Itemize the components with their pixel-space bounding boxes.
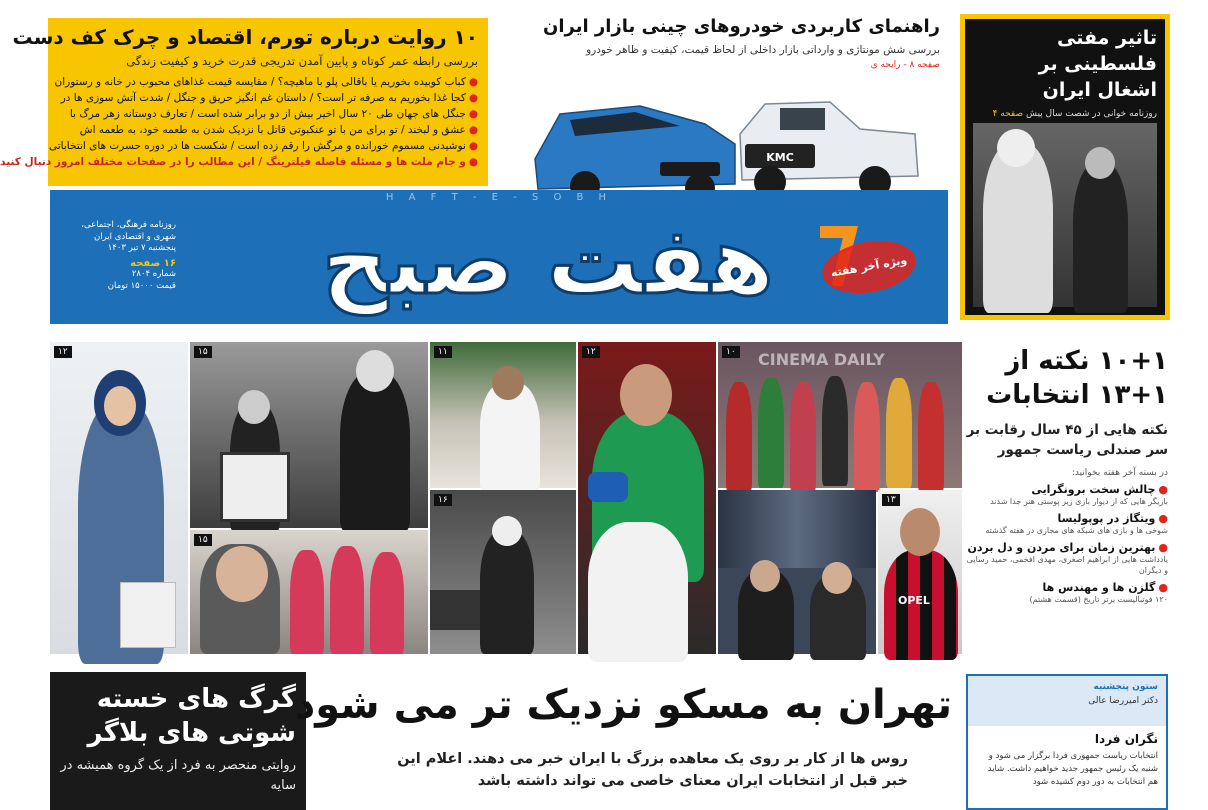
column-title: نگران فردا (1094, 732, 1158, 746)
photo-street-crowd (430, 490, 576, 654)
yellow-box-line-text: نوشیدنی مسموم خورانده و مرگش را رقم زده است / شکست ها در دوره حسرت های انتخاباتی (49, 140, 466, 152)
yellow-box-line (56, 74, 478, 90)
elections-item-head (966, 483, 1168, 496)
photo-number: ۱۶ (434, 494, 452, 506)
bullet-icon: ● (468, 92, 478, 104)
main-headline: تهران به مسکو نزدیک تر می شود (294, 682, 952, 728)
photo-pilgrim-crowd (430, 342, 576, 488)
chinese-cars-box (516, 14, 940, 188)
elections-item-body: شوخی ها و بازی های شبکه های مجازی در هفته گذشته (985, 526, 1168, 535)
yellow-box-line (56, 90, 478, 106)
weekend-badge-text: ویژه آخر هفته (829, 253, 909, 280)
photo-number: ۱۵ (194, 346, 212, 358)
yellow-box-title: ۱۰ روایت درباره تورم، اقتصاد و چرک کف دست (12, 25, 478, 49)
elections-title-line1: ۱۰+۱ نکته از (1005, 346, 1168, 376)
main-story (294, 676, 952, 810)
wolves-title-line1: گرگ های خسته (96, 684, 296, 714)
column-label: ستون پنجشنبه (1093, 682, 1158, 692)
elections-item-body: ۱۲۰ فوتبالیست برتر تاریخ (قسمت هشتم) (1029, 595, 1168, 604)
bullet-icon: ● (1158, 581, 1168, 594)
main-lede: روس ها از کار بر روی یک معاهده بزرگ با ایران خبر می دهند. اعلام این خبر قبل از انتخابات ایران معنای خاصی می تواند داشته باشد (397, 751, 908, 789)
photo-number: ۱۲ (582, 346, 600, 358)
photo-number: ۱۱ (434, 346, 452, 358)
elections-item-body: یادداشت هایی از ابراهیم اصغری، مهدی افخمی، حمید رسایی و دیگران (966, 555, 1168, 575)
yellow-box-line (56, 122, 478, 138)
yellow-teaser-box (0, 18, 488, 186)
mufti-subtitle: روزنامه خوانی در شصت سال پیش (1025, 109, 1157, 119)
mufti-title: تاثیر مفتی فلسطینی بر اشغال ایران (1038, 27, 1157, 101)
mufti-photo (973, 123, 1157, 307)
bullet-icon: ● (468, 76, 478, 88)
bullet-icon: ● (468, 156, 478, 168)
masthead-info-line: پنجشنبه ۷ تیر ۱۴۰۳ (107, 243, 176, 253)
elections-item-body: بازیگر هایی که از دیوار بازی زیر پوستی هنر جدا شدند (990, 497, 1168, 506)
elections-item (966, 541, 1168, 576)
photo-goalkeeper (578, 342, 716, 654)
elections-box (966, 344, 1168, 654)
photo-actress (50, 342, 188, 654)
masthead-logo: هفت صبح (321, 208, 775, 315)
masthead-info-line: قیمت ۱۵۰۰۰ تومان (107, 280, 176, 291)
elections-item (966, 483, 1168, 507)
elections-item-head-text: ویتگاز در پوپولیسا (1057, 512, 1156, 525)
column-author: دکتر امیررضا عالی (1088, 696, 1158, 706)
elections-title-line2: ۱۳+۱ انتخابات (986, 380, 1168, 410)
bullet-icon: ● (1158, 512, 1168, 525)
mufti-box (960, 14, 1170, 320)
weekend-badge (818, 234, 919, 300)
yellow-box-lines (0, 74, 478, 170)
photo-number: ۱۲ (54, 346, 72, 358)
cars-title: راهنمای کاربردی خودروهای چینی بازار ایران (542, 16, 940, 37)
column-body: انتخابات ریاست جمهوری فردا برگزار می شود و شنبه یک رئیس جمهور جدید خواهیم داشت. شاید هم انتخابات به دور دوم کشیده شود (987, 751, 1158, 787)
yellow-box-subtitle: بررسی رابطه عمر کوتاه و پایین آمدن تدریجی قدرت خرید و کیفیت زندگی (126, 54, 478, 68)
pickup-grille-text: KMC (766, 151, 794, 164)
wolves-subtitle: روایتی منحصر به فرد از یک گروه همیشه در سایه (60, 758, 296, 793)
elections-subtitle: نکته هایی از ۴۵ سال رقابت بر سر صندلی ریاست جمهور (966, 422, 1168, 458)
bullet-icon: ● (468, 124, 478, 136)
cars-page-ref: صفحه ۸ - رایحه ی (870, 60, 940, 70)
photo-milan-player (878, 490, 962, 654)
masthead-info-line: شهری و اقتصادی ایران (93, 231, 176, 242)
elections-item-head-text: گلزن ها و مهندس ها (1042, 581, 1156, 594)
elections-item (966, 581, 1168, 605)
elections-intro: در بسته آخر هفته بخوانید: (1071, 468, 1168, 478)
jersey-text: OPEL (898, 594, 930, 607)
elections-item-head-text: بهترین زمان برای مردن و دل بردن (967, 541, 1156, 554)
bullet-icon: ● (468, 108, 478, 120)
bullet-icon: ● (468, 140, 478, 152)
masthead (50, 206, 948, 324)
masthead-info-line: روزنامه فرهنگی، اجتماعی، (81, 220, 176, 230)
photo-number: ۱۵ (194, 534, 212, 546)
masthead-info-line: ۱۶ صفحه (130, 257, 176, 269)
wolves-box (50, 672, 306, 810)
masthead-info (56, 220, 176, 292)
elections-item-head (966, 581, 1168, 594)
cars-photo (530, 84, 920, 199)
yellow-box-line-text: کباب کوبیده بخوریم یا باقالی پلو با ماهیچه؟ / مقایسه قیمت غذاهای محبوب در خانه و رستوران (54, 76, 466, 88)
elections-item-head (966, 541, 1168, 554)
photo-number: ۱۳ (882, 494, 900, 506)
masthead-info-line: شماره ۲۸۰۴ (131, 269, 176, 279)
yellow-box-line-text: و جام ملت ها و مسئله فاصله فیلترینگ / این مطالب را در صفحات مختلف امروز دنبال کنید (0, 156, 466, 168)
photo-film-stills (718, 490, 876, 654)
elections-item (966, 512, 1168, 536)
mufti-page-ref: صفحه ۴ (992, 109, 1024, 119)
yellow-box-line-text: عشق و لبخند / تو برای من با تو عنکبوتی قاتل با نزدیک شدن به طعمه خود، به طعمه اش (79, 124, 466, 136)
yellow-box-line (49, 138, 478, 154)
photo-number: ۱۰ (722, 346, 740, 358)
column-box (966, 674, 1168, 810)
elections-items (966, 483, 1168, 605)
yellow-box-line (56, 106, 478, 122)
yellow-box-line-text: کجا غذا بخوریم به صرفه تر است؟ / داستان غم انگیز حریق و جنگل / شدت آتش سوزی ها در (60, 92, 466, 104)
cars-subtitle: بررسی شش مونتاژی و وارداتی بازار داخلی از لحاظ قیمت، کیفیت و ظاهر خودرو (586, 44, 940, 56)
yellow-box-line-text: جنگل های جهان طی ۲۰ سال اخیر بیش از دو برابر شده است / تعارف دوستانه زهر مرگ با (69, 108, 466, 120)
masthead-strip-text: H A F T - E - S O B H (385, 192, 613, 203)
elections-item-head-text: چالش سخت برونگرایی (1031, 483, 1156, 496)
photo-director-squid (190, 530, 428, 654)
elections-item-head (966, 512, 1168, 525)
yellow-box-line (0, 154, 478, 170)
wolves-title-line2: شوتی های بلاگر (87, 718, 296, 748)
photo-film-cast (718, 342, 962, 488)
bullet-icon: ● (1158, 541, 1168, 554)
bullet-icon: ● (1158, 483, 1168, 496)
photo-speech (190, 342, 428, 528)
masthead-strip (50, 190, 948, 206)
cinema-watermark: CINEMA DAILY (758, 350, 885, 369)
